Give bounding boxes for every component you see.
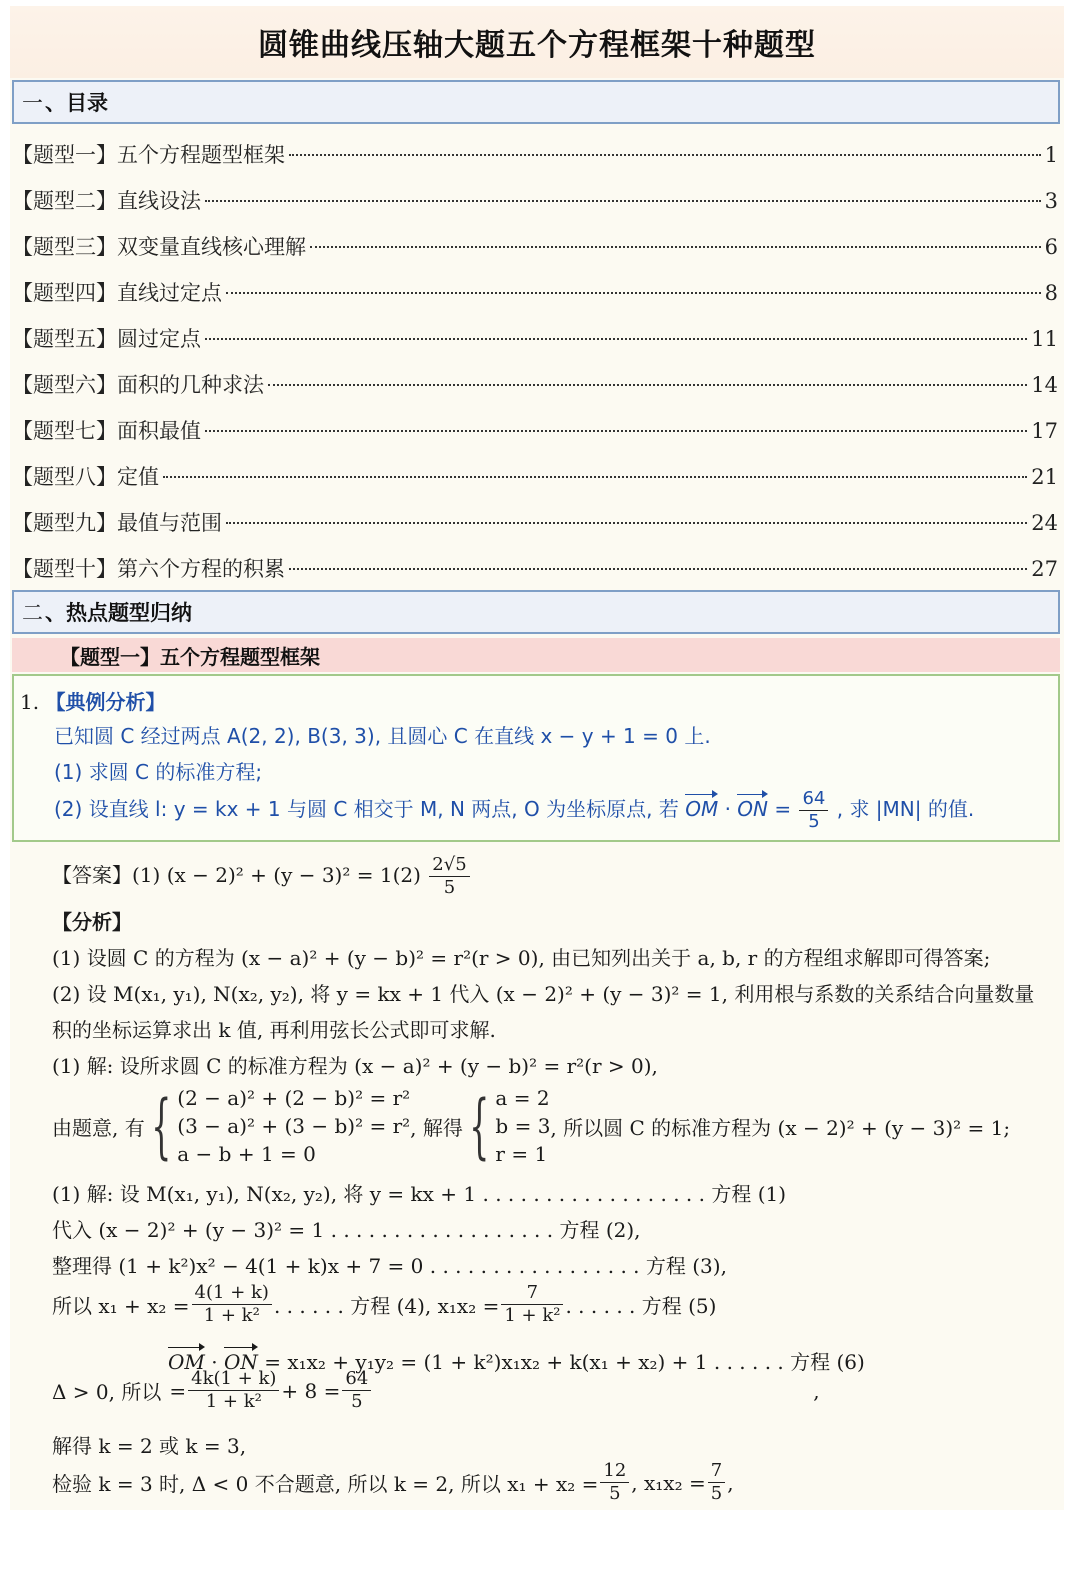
step-mid: , x₁x₂ = [631,1470,706,1495]
example-heading: 【典例分析】 [45,690,166,714]
step-plus: + 8 = [281,1378,341,1403]
toc-label: 【题型二】直线设法 [12,189,201,213]
toc-item[interactable] [12,132,1058,178]
denominator: 1 + k² [205,1391,262,1412]
example-statement: 已知圆 C 经过两点 A(2, 2), B(3, 3), 且圆心 C 在直线 x − y + 1 = 0 上. [54,724,711,748]
system-row: (2 − a)² + (2 − b)² = r² [177,1086,411,1110]
system-tail: , 所以圆 C 的标准方程为 (x − 2)² + (y − 3)² = 1; [550,1115,1011,1140]
analysis-line-2: (2) 设 M(x₁, y₁), N(x₂, y₂), 将 y = kx + 1 代入 (x − 2)² + (y − 3)² = 1, 利用根与系数的关系结合向量数量 [52,982,1035,1006]
solution-system-line [52,1084,1010,1168]
toc-page: 1 [1044,143,1058,167]
toc-leader [205,430,1027,432]
numerator: 64 [799,790,828,811]
toc-label: 【题型六】面积的几种求法 [12,373,264,397]
step-line-1: (1) 解: 设 M(x₁, y₁), N(x₂, y₂), 将 y = kx + 1 . . . . . . . . . . . . . . . . . . 方程 (1) [52,1182,787,1206]
system-row: r = 1 [495,1142,548,1166]
denominator: 5 [351,1391,363,1412]
fraction [429,856,469,897]
fraction [192,1284,272,1325]
section-label: 、热点题型归纳 [45,601,192,625]
denominator: 1 + k² [203,1305,260,1326]
numerator: 2√5 [429,856,469,877]
system-rows [177,1084,410,1168]
brace: { [469,1085,490,1167]
example-number: 1. [20,690,40,714]
answer-line [52,856,472,897]
toc-label: 【题型九】最值与范围 [12,511,222,535]
numerator: 7 [708,1462,725,1483]
section-label: 、目录 [45,91,108,115]
step-expression: = x₁x₂ + y₁y₂ = (1 + k²)x₁x₂ + k(x₁ + x₂) + 1 . . . . . . 方程 (6) [264,1350,865,1374]
denominator: 5 [808,811,820,832]
toc-label: 【题型五】圆过定点 [12,327,201,351]
equation-system [145,1084,410,1168]
section-heading-toc [12,80,1060,124]
step-line-5 [52,1370,820,1411]
numerator: 4k(1 + k) [188,1370,279,1391]
toc-label: 【题型一】五个方程题型框架 [12,143,285,167]
toc-item[interactable] [12,178,1058,224]
toc-leader [310,246,1041,248]
solution-line-1: (1) 解: 设所求圆 C 的标准方程为 (x − a)² + (y − b)² = r²(r > 0), [52,1054,658,1078]
vector-om: OM [685,797,719,821]
system-lead: 由题意, 有 [52,1115,145,1140]
step-tail: . . . . . . 方程 (5) [565,1294,717,1318]
toc-label: 【题型三】双变量直线核心理解 [12,235,306,259]
system-rows [495,1084,550,1168]
toc-leader [289,154,1041,156]
toc-item[interactable] [12,500,1058,546]
system-row: b = 3 [495,1114,551,1138]
answer-tag: 【答案】 [52,863,132,887]
numerator: 12 [600,1462,629,1483]
example-heading-line [20,686,165,715]
step-comma: , [813,1378,820,1403]
fraction [501,1284,563,1325]
toc-item[interactable] [12,224,1058,270]
toc-item[interactable] [12,546,1058,592]
step-mid: . . . . . . 方程 (4), x₁x₂ = [273,1294,500,1318]
toc-page: 17 [1031,419,1058,443]
system-row: a = 2 [495,1086,550,1110]
analysis-line-1: (1) 设圆 C 的方程为 (x − a)² + (y − b)² = r²(r > 0), 由已知列出关于 a, b, r 的方程组求解即可得答案; [52,946,991,970]
system-mid: , 解得 [410,1115,463,1140]
toc-page: 6 [1044,235,1058,259]
q2-tail: , 求 |MN| 的值. [836,797,975,821]
step-lead: 所以 x₁ + x₂ = [52,1294,190,1318]
section-number: 二 [22,601,43,625]
fraction [600,1462,629,1503]
toc-page: 21 [1031,465,1058,489]
vector-on: ON [737,797,768,821]
title-bar [10,6,1064,78]
toc-page: 27 [1031,557,1058,581]
solution-system [463,1084,551,1168]
table-of-contents [12,132,1058,592]
section-heading-types [12,590,1060,634]
analysis-line-3: 积的坐标运算求出 k 值, 再利用弦长公式即可求解. [52,1018,496,1042]
toc-label: 【题型十】第六个方程的积累 [12,557,285,581]
toc-item[interactable] [12,454,1058,500]
toc-leader [268,384,1027,386]
toc-label: 【题型四】直线过定点 [12,281,222,305]
step-tail: , [727,1470,734,1495]
toc-item[interactable] [12,270,1058,316]
step-line-3: 整理得 (1 + k²)x² − 4(1 + k)x + 7 = 0 . . . . . . . . . . . . . . . . . 方程 (3), [52,1254,727,1278]
toc-page: 8 [1044,281,1058,305]
q2-text: (2) 设直线 l: y = kx + 1 与圆 C 相交于 M, N 两点, O 为坐标原点, 若 [54,797,679,821]
example-question-1: (1) 求圆 C 的标准方程; [54,760,263,784]
toc-leader [289,568,1027,570]
equals-sign: = [774,797,792,821]
denominator: 5 [443,877,456,898]
example-box [12,674,1060,842]
toc-label: 【题型七】面积最值 [12,419,201,443]
toc-page: 11 [1031,327,1058,351]
toc-leader [226,522,1027,524]
step-lead: 检验 k = 3 时, Δ < 0 不合题意, 所以 k = 2, 所以 x₁ + x₂ = [52,1472,599,1496]
denominator: 5 [710,1483,723,1504]
fraction [188,1370,279,1411]
fraction [799,790,828,831]
page-title: 圆锥曲线压轴大题五个方程框架十种题型 [258,28,816,63]
toc-page: 24 [1031,511,1058,535]
step-line-4 [52,1284,716,1325]
denominator: 1 + k² [504,1305,561,1326]
toc-leader [163,476,1027,478]
step-line-6: 解得 k = 2 或 k = 3, [52,1434,247,1458]
answer-text: (1) (x − 2)² + (y − 3)² = 1(2) [132,863,421,887]
fraction [342,1370,371,1411]
step-line-2: 代入 (x − 2)² + (y − 3)² = 1 . . . . . . . . . . . . . . . . . . 方程 (2), [52,1218,641,1242]
step-lead: Δ > 0, 所以 [52,1380,162,1404]
brace: { [150,1085,172,1167]
vector-om: OM [168,1350,205,1374]
toc-item[interactable] [12,362,1058,408]
numerator: 7 [501,1284,563,1305]
toc-page: 14 [1031,373,1058,397]
toc-leader [226,292,1041,294]
dot-operator: · [724,797,731,821]
system-row: a − b + 1 = 0 [177,1142,316,1166]
system-row: (3 − a)² + (3 − b)² = r² [177,1114,411,1138]
vector-on: ON [223,1350,258,1374]
step-line-7 [52,1462,734,1503]
numerator: 4(1 + k) [192,1284,272,1305]
denominator: 5 [609,1483,621,1504]
type-banner: 【题型一】五个方程题型框架 [12,638,1060,672]
dot-operator: · [211,1350,218,1374]
toc-label: 【题型八】定值 [12,465,159,489]
equals-sign: = [169,1378,187,1403]
toc-item[interactable] [12,316,1058,362]
numerator: 64 [342,1370,371,1391]
analysis-tag: 【分析】 [52,910,132,934]
toc-item[interactable] [12,408,1058,454]
toc-page: 3 [1044,189,1058,213]
toc-leader [205,338,1027,340]
example-question-2 [54,790,974,831]
section-number: 一 [22,91,43,115]
toc-leader [205,200,1041,202]
fraction [708,1462,725,1503]
